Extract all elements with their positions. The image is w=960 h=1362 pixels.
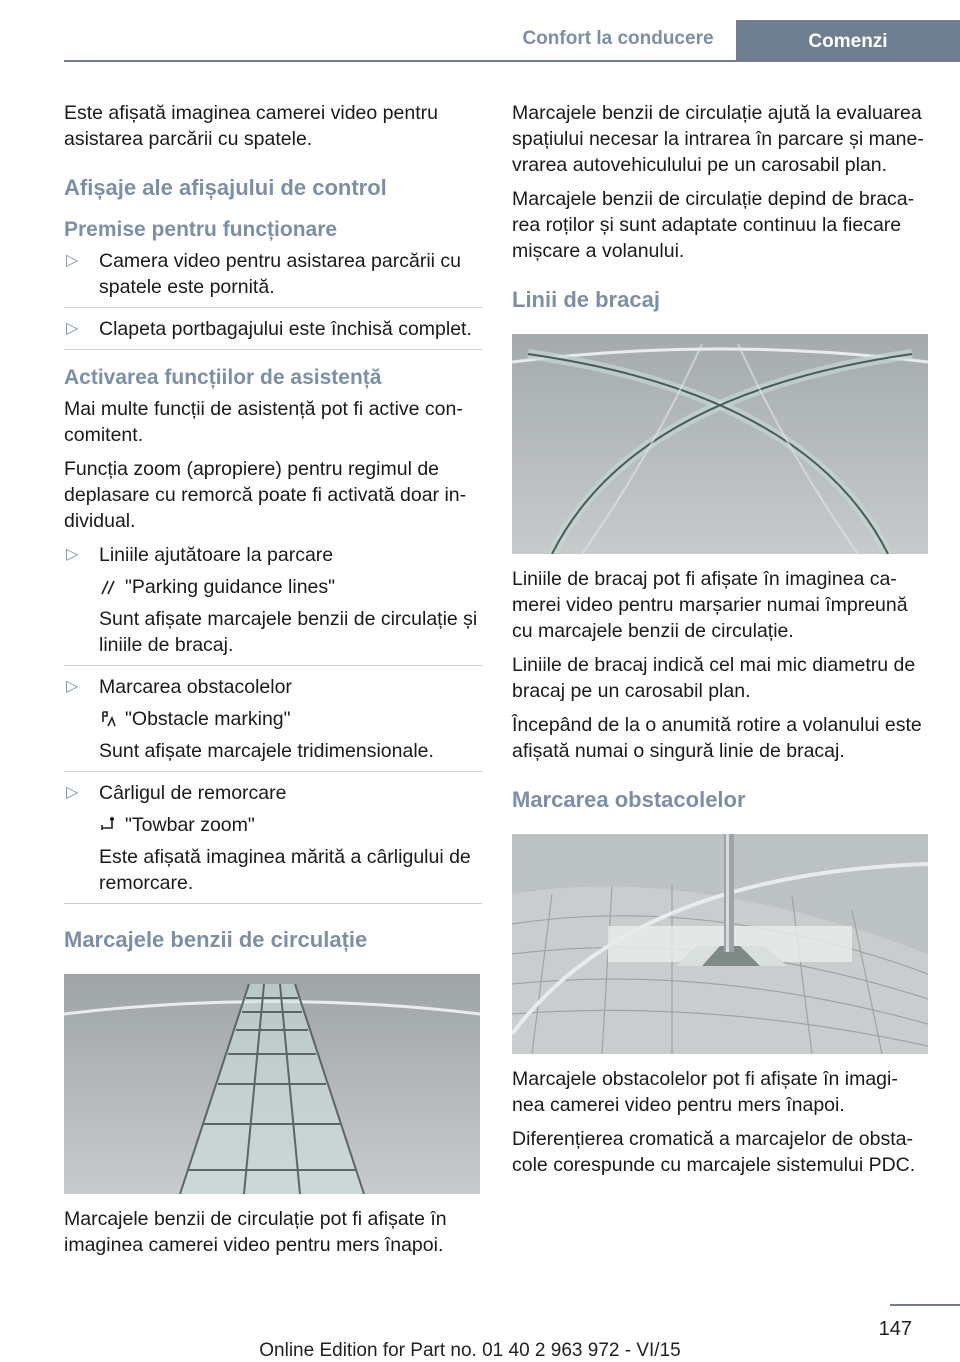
page-number: 147 bbox=[878, 1318, 912, 1340]
list-item-text: Camera video pentru asistarea parcării cu spatele este pornită. bbox=[99, 250, 462, 298]
page-header bbox=[0, 0, 960, 62]
intro-text: Este afișată imaginea camerei video pentru asistarea parcării cu spatele. bbox=[64, 102, 438, 150]
turn-text-2: Liniile de bracaj indică cel mai mic diametru de bracaj pe un carosabil plan. bbox=[512, 654, 916, 702]
feature-setting[interactable]: "Obstacle marking" bbox=[125, 708, 291, 730]
lane-text-1: Marcajele benzii de circulație ajută la evaluarea spațiului necesar la intrarea în parcare și mane-vrarea autovehiculului pe un carosabil plan. bbox=[512, 102, 924, 176]
edition-footer: Online Edition for Part no. 01 40 2 963 972 - VI/15 bbox=[259, 1340, 681, 1361]
section-tab[interactable]: Confort la conducere bbox=[522, 28, 714, 49]
list-item bbox=[64, 248, 482, 308]
triangle-bullet-icon: ▷ bbox=[66, 678, 79, 695]
left-column bbox=[64, 100, 482, 1266]
feature-towbar bbox=[64, 780, 482, 904]
turn-text-3: Începând de la o anumită rotire a volanului este afișată numai o singură linie de bracaj. bbox=[512, 714, 922, 762]
obstacle-marking-image bbox=[512, 834, 928, 1054]
heading-prerequisites: Premise pentru funcționare bbox=[64, 218, 338, 241]
triangle-bullet-icon: ▷ bbox=[66, 252, 79, 269]
heading-obstacle-marking: Marcarea obstacolelor bbox=[512, 787, 746, 812]
feature-setting[interactable]: "Towbar zoom" bbox=[125, 814, 255, 836]
turn-text-1: Liniile de bracaj pot fi afișate în imaginea ca-merei video pentru marșarier numai împreună cu marcajele benzii de circulație. bbox=[512, 568, 908, 642]
obstacle-text-1: Marcajele obstacolelor pot fi afișate în imagi-nea camerei video pentru mers înapoi. bbox=[512, 1068, 898, 1116]
triangle-bullet-icon: ▷ bbox=[66, 546, 79, 563]
lane-text-2: Marcajele benzii de circulație depind de braca-rea roților și sunt adaptate continuu la fiecare mișcare a volanului. bbox=[512, 188, 915, 262]
turning-lines-image bbox=[512, 334, 928, 554]
heading-displays: Afișaje ale afișajului de control bbox=[64, 175, 387, 200]
lane-caption: Marcajele benzii de circulație pot fi afișate în imaginea camerei video pentru mers înapoi. bbox=[64, 1208, 447, 1256]
heading-activate: Activarea funcțiilor de asistență bbox=[64, 366, 382, 389]
footer-rule bbox=[890, 1304, 960, 1306]
feature-title: Marcarea obstacolelor bbox=[99, 676, 292, 698]
chapter-tab[interactable]: Comenzi bbox=[736, 20, 960, 62]
feature-desc: Sunt afișate marcajele tridimensionale. bbox=[99, 740, 434, 762]
towbar-icon bbox=[99, 816, 117, 834]
activate-text-2: Funcția zoom (apropiere) pentru regimul de deplasare cu remorcă poate fi activată doar in-dividual. bbox=[64, 458, 467, 532]
heading-turning-lines: Linii de bracaj bbox=[512, 287, 660, 312]
lane-markings-image bbox=[64, 974, 480, 1194]
activate-text-1: Mai multe funcții de asistență pot fi active con-comitent. bbox=[64, 398, 463, 446]
feature-obstacle-marking bbox=[64, 674, 482, 772]
feature-parking-lines bbox=[64, 542, 482, 666]
feature-title: Cârligul de remorcare bbox=[99, 782, 287, 804]
obstacle-text-2: Diferențierea cromatică a marcajelor de obsta-cole corespunde cu marcajele sistemului PDC. bbox=[512, 1128, 916, 1176]
feature-setting[interactable]: "Parking guidance lines" bbox=[125, 576, 336, 598]
feature-desc: Este afișată imaginea mărită a cârligului de remorcare. bbox=[99, 846, 471, 894]
triangle-bullet-icon: ▷ bbox=[66, 320, 79, 337]
heading-lane-markings: Marcajele benzii de circulație bbox=[64, 927, 368, 952]
triangle-bullet-icon: ▷ bbox=[66, 784, 79, 801]
list-item bbox=[64, 316, 482, 350]
list-item-text: Clapeta portbagajului este închisă complet. bbox=[99, 318, 472, 340]
parking-lines-icon bbox=[99, 578, 117, 596]
header-rule bbox=[64, 60, 960, 62]
obstacle-marking-icon bbox=[99, 710, 117, 728]
feature-title: Liniile ajutătoare la parcare bbox=[99, 544, 334, 566]
right-column bbox=[512, 100, 928, 1186]
feature-desc: Sunt afișate marcajele benzii de circulație și liniile de bracaj. bbox=[99, 608, 478, 656]
